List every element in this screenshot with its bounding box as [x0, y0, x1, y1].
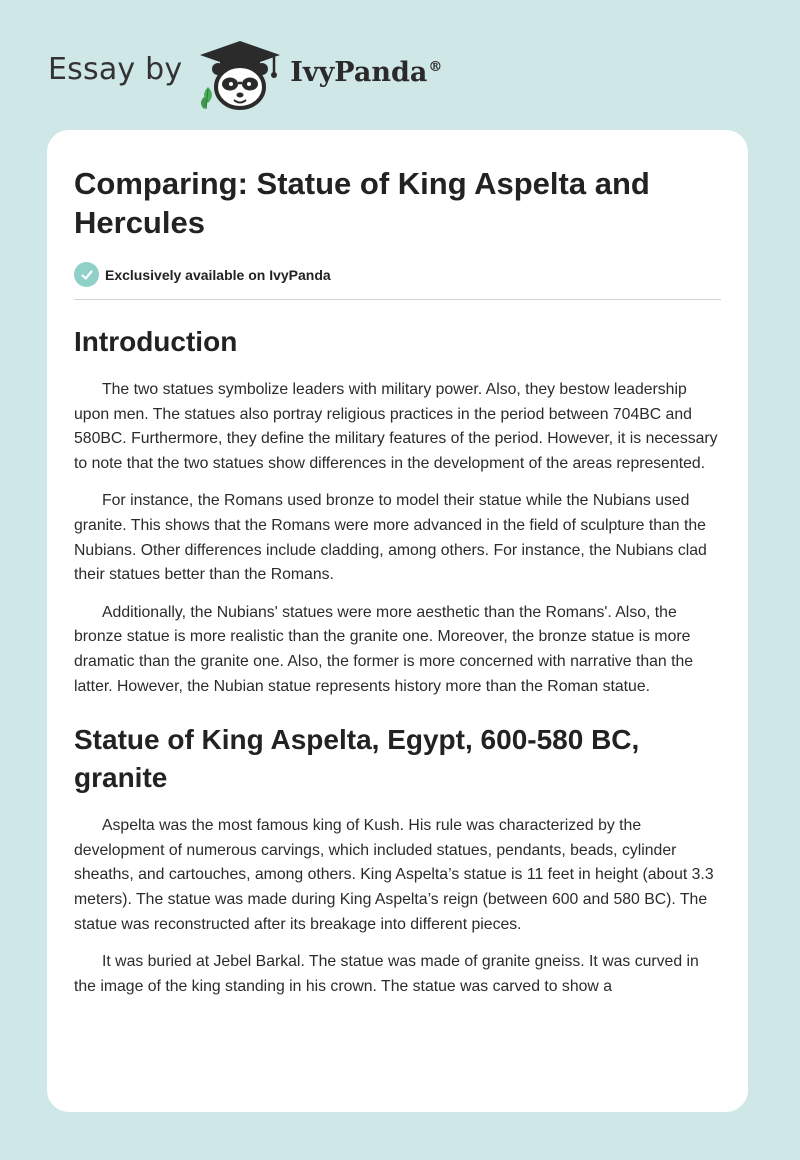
paragraph: It was buried at Jebel Barkal. The statue was made of granite gneiss. It was curved in the image of the king standing in his crown. The statue was carved to show a	[74, 953, 699, 995]
panda-logo-icon	[196, 37, 284, 111]
paragraph: The two statues symbolize leaders with military power. Also, they bestow leadership upon men. The statues also portray religious practices in the period between 704BC and 580BC. Furthermore, they define the military features of the period. However, it is necessary to note that the two statues show differences in the development of the areas represented.	[74, 381, 718, 472]
title-divider	[74, 299, 721, 300]
essay-title: Comparing: Statue of King Aspelta and Hercules	[74, 166, 650, 240]
section-heading: Introduction	[74, 326, 238, 357]
checkmark-icon	[74, 262, 99, 287]
paragraph: Aspelta was the most famous king of Kush. His rule was characterized by the development of numerous carvings, which included statues, pendants, beads, cylinder sheaths, and cartouches, among others. King Aspelta’s statue is 11 feet in height (about 3.3 meters). The statue was made during King Aspelta’s reign (between 600 and 580 BC). The statue was reconstructed after its breakage into different pieces.	[74, 817, 714, 933]
paragraph: Additionally, the Nubians' statues were more aesthetic than the Romans'. Also, the bronze statue is more realistic than the granite one. Moreover, the bronze statue is more dramatic than the granite one. Also, the former is more concerned with narrative than the latter. However, the Nubian statue represents history more than the Roman statue.	[74, 603, 694, 695]
exclusive-badge	[74, 262, 721, 287]
section-introduction	[74, 323, 721, 699]
section-statue-aspelta	[74, 721, 721, 999]
section-heading: Statue of King Aspelta, Egypt, 600-580 BC, granite	[74, 724, 640, 794]
essay-card	[47, 130, 748, 1112]
site-header	[48, 34, 442, 114]
paragraph: For instance, the Romans used bronze to model their statue while the Nubians used granite. This shows that the Romans were more advanced in the field of sculpture than the Nubians. Other differences include cladding, among others. For instance, the Nubians clad their statues better than the Romans.	[74, 492, 707, 584]
brand-name: IvyPanda®	[290, 56, 443, 88]
registered-mark: ®	[428, 58, 443, 75]
essay-by-label: Essay by	[48, 51, 183, 87]
exclusive-badge-label: Exclusively available on IvyPanda	[105, 266, 331, 283]
ivypanda-logo-link[interactable]	[196, 37, 442, 111]
